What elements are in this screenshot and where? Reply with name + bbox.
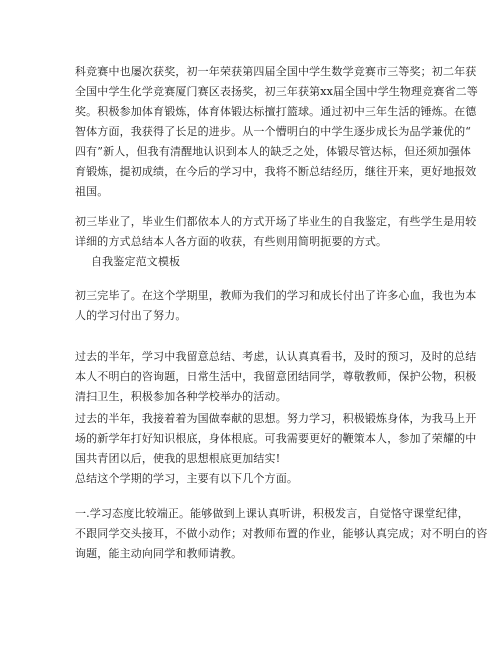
paragraph-line: 人的学习付出了努力。 <box>75 309 187 322</box>
paragraph-line: 奖。积极参加体育锻炼，体育体锻达标擅打篮球。通过初中三年生活的锤炼。在德 <box>75 105 477 118</box>
paragraph-line: 育锻炼，提初成绩，在今后的学习中，我将不断总结经历，继往开来，更好地报效 <box>75 165 477 178</box>
paragraph-line: 场的新学年打好知识根底，身体根底。可我需要更好的鞭策本人，参加了荣耀的中 <box>75 432 477 445</box>
paragraph-line: 过去的半年，我接着着为国做奉献的思想。努力学习，积极锻炼身体，为我马上开 <box>75 412 477 425</box>
paragraph-line: 祖国。 <box>75 185 109 198</box>
paragraph-line: 详细的方式总结本人各方面的收获，有些则用简明扼要的方式。 <box>75 235 388 248</box>
paragraph-line: 询题，能主动向同学和教师请教。 <box>75 547 243 560</box>
paragraph-line: 一.学习态度比较端正。能够做到上课认真听讲，积极发言，自觉恪守课堂纪律， <box>75 507 469 520</box>
paragraph-line: 初三完毕了。在这个学期里，教师为我们的学习和成长付出了许多心血，我也为本 <box>75 289 477 302</box>
paragraph-line: 总结这个学期的学习，主要有以下几个方面。 <box>75 472 298 485</box>
paragraph-line: 本人不明白的咨询题，日常生活中，我留意团结同学，尊敬教师，保护公物，积极 <box>75 370 477 383</box>
paragraph-line: 过去的半年，学习中我留意总结、考虑，认认真真看书，及时的预习，及时的总结 <box>75 350 477 363</box>
paragraph-line: 智体方面，我获得了长足的进步。从一个懵明白的中学生逐步成长为品学兼优的“ <box>75 125 472 138</box>
paragraph-line: 全国中学生化学竞赛厦门赛区表扬奖，初三年获第xx届全国中学生物理竞赛省二等 <box>75 85 478 98</box>
paragraph-line: 科竞赛中也屡次获奖，初一年荣获第四届全国中学生数学竞赛市三等奖；初二年获 <box>75 65 477 78</box>
paragraph-line: 四有”新人，但我有清醒地认识到本人的缺乏之处，体锻尽管达标，但还须加强体 <box>75 145 472 158</box>
paragraph-line: 国共青团以后，使我的思想根底更加结实! <box>75 452 281 465</box>
paragraph-line: 初三毕业了，毕业生们都依本人的方式开场了毕业生的自我鉴定，有些学生是用较 <box>75 215 477 228</box>
section-title: 自我鉴定范文模板 <box>91 255 181 268</box>
paragraph-line: 清扫卫生，积极参加各种学校举办的活动。 <box>75 390 287 403</box>
paragraph-line: 不跟同学交头接耳，不做小动作；对教师布置的作业，能够认真完成；对不明白的咨 <box>75 527 488 540</box>
